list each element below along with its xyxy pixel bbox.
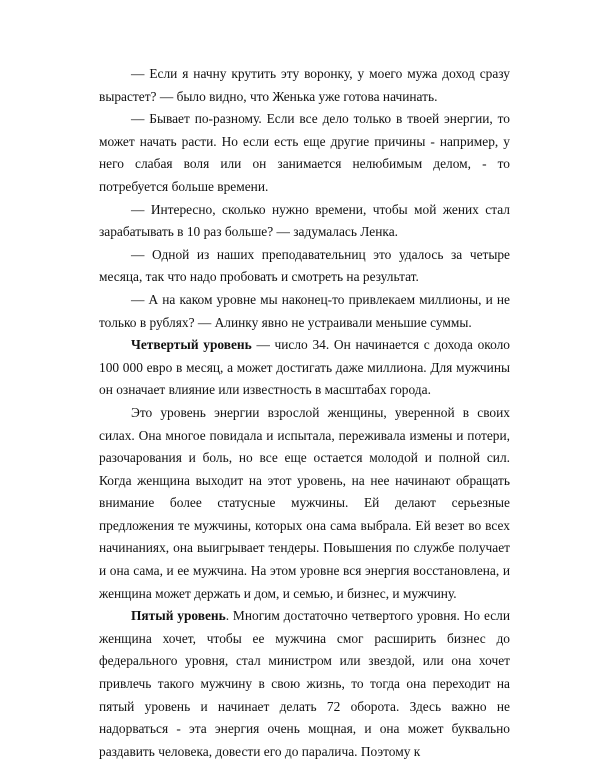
paragraph — [99, 199, 510, 244]
paragraph-text: — Интересно, сколько нужно времени, чтобы мой жених стал зарабатывать в 10 раз больше? — задумалась Ленка. — [99, 201, 510, 240]
paragraph — [99, 63, 510, 108]
paragraph-text: — Бывает по-разному. Если все дело только в твоей энергии, то может начать расти. Но если есть еще другие причины - например, у него слабая воля или он занимается нелюбимым делом, - то потребуется больше времени. — [99, 111, 510, 194]
body-text — [99, 63, 510, 763]
paragraph — [99, 289, 510, 334]
paragraph-text: — Если я начну крутить эту воронку, у моего мужа доход сразу вырастет? — было видно, что Женька уже готова начинать. — [99, 66, 510, 104]
paragraph-text: . Многим достаточно четвертого уровня. Но если женщина хочет, чтобы ее мужчина смог расширить бизнес до федерального уровня, стал министром или звездой, или она хочет привлечь такого мужчину в свою жизнь, то тогда она переходит на пятый уровень и начинает делать 72 оборота. Здесь важно не надорваться - эта энергия очень мощная, и она может буквально раздавить человека, довести его до паралича. Поэтому к — [99, 608, 511, 759]
paragraph-text: — Одной из наших преподавательниц это удалось за четыре месяца, так что надо пробовать и смотреть на результат. — [99, 246, 510, 285]
paragraph — [99, 244, 510, 289]
paragraph — [99, 334, 510, 402]
level-five-heading: Пятый уровень — [131, 608, 226, 624]
paragraph — [99, 402, 510, 605]
paragraph-text: Это уровень энергии взрослой женщины, уверенной в своих силах. Она многое повидала и испытала, переживала измены и потери, разочарования и боль, но все еще остается молодой и полной сил. Когда женщина выходит на этот уровень, на нее начинают обращать внимание более статусные мужчины. Ей делают серьезные предложения те мужчины, которых она сама выбрала. Ей везет во всех начинаниях, она выигрывает тендеры. Повышения по службе получает и она сама, и ее мужчина. На этом уровне вся энергия восстановлена, и женщина может держать и дом, и семью, и бизнес, и мужчину. — [99, 404, 510, 601]
paragraph-text: — число 34. Он начинается с дохода около 100 000 евро в месяц, а может достигать даже миллиона. Для мужчины он означает влияние или известность в масштабах города. — [99, 337, 510, 398]
level-four-heading: Четвертый уровень — [131, 337, 252, 353]
paragraph — [99, 605, 510, 763]
paragraph-text: — А на каком уровне мы наконец-то привлекаем миллионы, и не только в рублях? — Алинку явно не устраивали меньшие суммы. — [99, 291, 510, 330]
paragraph — [99, 108, 510, 198]
